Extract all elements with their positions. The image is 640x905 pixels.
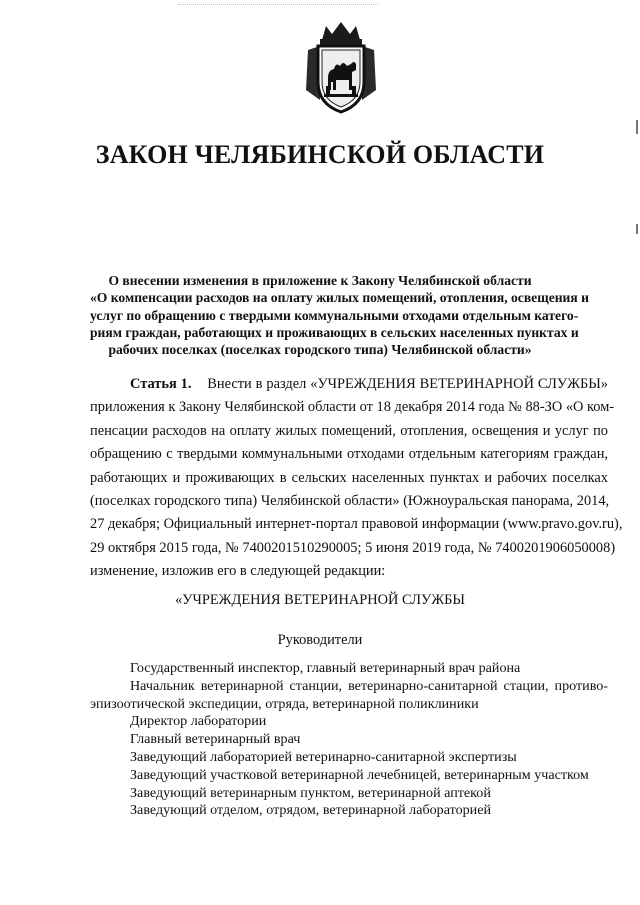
section-title: «УЧРЕЖДЕНИЯ ВЕТЕРИНАРНОЙ СЛУЖБЫ (175, 592, 465, 608)
positions-list (90, 660, 608, 820)
subsection-title: Руководители (277, 632, 363, 648)
article-line: пенсации расходов на оплату жилых помещений, отопления, освещения и услуг по (90, 422, 608, 439)
list-item-continuation: эпизоотической экспедиции, отряда, ветеринарной поликлиники (90, 695, 479, 712)
article-line: 29 октября 2015 года, № 7400201510290005; 5 июня 2019 года, № 7400201906050008) (90, 539, 616, 556)
heading-line: услуг по обращению с твердыми коммунальными отходами отдельным катего- (90, 307, 579, 323)
list-item: Заведующий ветеринарным пунктом, ветеринарной аптекой (130, 784, 491, 801)
list-item: Главный ветеринарный врач (130, 731, 301, 748)
article-first-line (90, 373, 608, 396)
article-1 (90, 373, 623, 584)
article-line: приложения к Закону Челябинской области от 18 декабря 2014 года № 88-ЗО «О ком- (90, 399, 615, 416)
law-title: ЗАКОН ЧЕЛЯБИНСКОЙ ОБЛАСТИ (95, 140, 545, 169)
heading-line: О внесении изменения в приложение к Закону Челябинской области (108, 273, 532, 288)
article-line: работающих и проживающих в сельских населенных пунктах и рабочих поселках (90, 469, 608, 486)
list-item: Директор лаборатории (130, 713, 267, 730)
article-text: Внести в раздел «УЧРЕЖДЕНИЯ ВЕТЕРИНАРНОЙ СЛУЖБЫ» (207, 376, 609, 392)
list-item: Заведующий отделом, отрядом, ветеринарной лабораторией (130, 802, 492, 819)
list-item: Начальник ветеринарной станции, ветеринарно-санитарной стации, противо- (130, 677, 608, 694)
scan-edge-mark (636, 120, 638, 134)
article-line: обращению с твердыми коммунальными отходами отдельным категориям граждан, (90, 446, 608, 463)
list-item: Заведующий лабораторией ветеринарно-санитарной экспертизы (130, 748, 517, 765)
coat-of-arms-emblem (298, 20, 384, 116)
list-item: Заведующий участковой ветеринарной лечебницей, ветеринарным участком (130, 766, 589, 783)
heading-line: «О компенсации расходов на оплату жилых помещений, отопления, освещения и (90, 290, 589, 306)
heading-line: риям граждан, работающих и проживающих в сельских населенных пунктах и (90, 324, 579, 340)
article-line: 27 декабря; Официальный интернет-портал правовой информации (www.pravo.gov.ru), (90, 516, 623, 533)
article-line: (поселках городского типа) Челябинской области» (Южноуральская панорама, 2014, (90, 493, 610, 510)
heading-line: рабочих поселках (поселках городского типа) Челябинской области» (108, 342, 532, 358)
scan-artifact (178, 4, 378, 9)
list-item: Государственный инспектор, главный ветеринарный врач района (130, 660, 521, 676)
article-line: изменение, изложив его в следующей редакции: (90, 563, 386, 580)
article-label: Статья 1. (130, 376, 192, 392)
law-heading (90, 272, 589, 358)
scan-edge-mark (636, 224, 638, 234)
